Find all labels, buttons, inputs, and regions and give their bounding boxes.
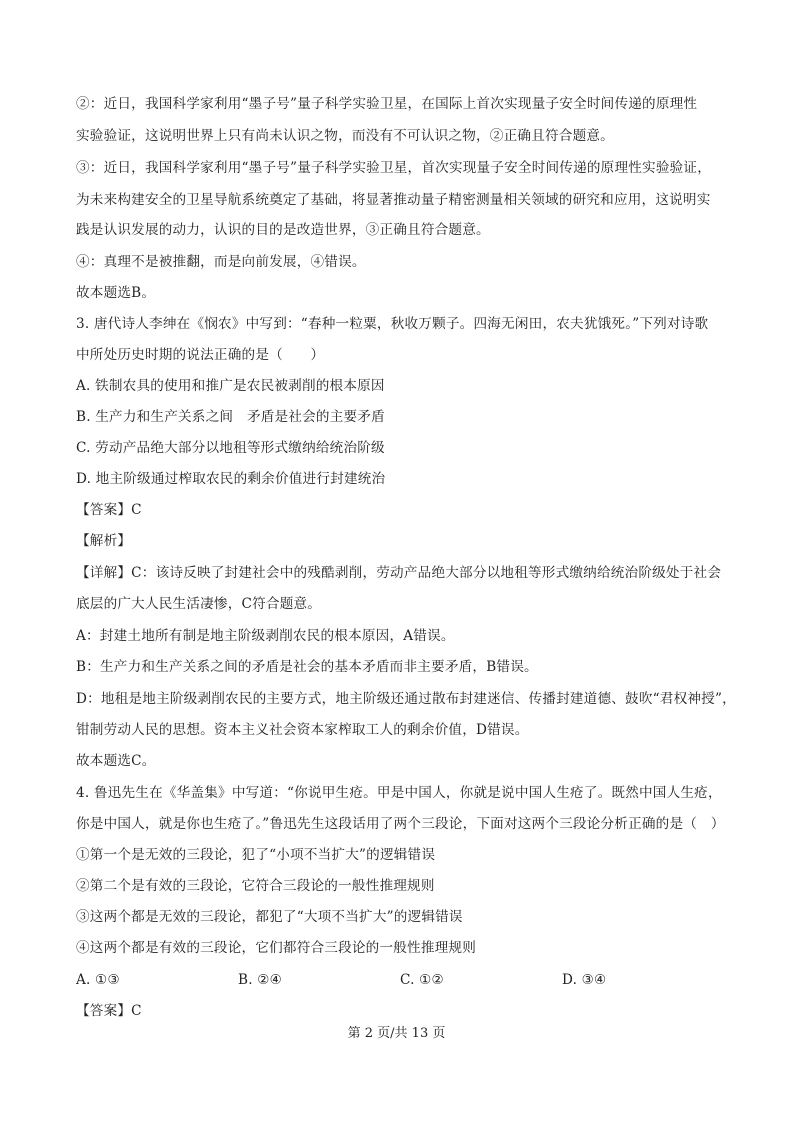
question-4-answer: 【答案】C xyxy=(76,1003,142,1019)
question-4-statement: ③这两个都是无效的三段论，都犯了“大项不当扩大”的逻辑错误 xyxy=(76,909,463,925)
question-3-stem: 3. 唐代诗人李绅在《悯农》中写到：“春种一粒粟，秋收万颗子。四海无闲田，农夫犹饿死。”下列对诗歌 xyxy=(76,316,709,332)
question-3-detail: B：生产力和生产关系之间的矛盾是社会的基本矛盾而非主要矛盾，B错误。 xyxy=(76,659,538,675)
analysis-line: 为未来构建安全的卫星导航系统奠定了基础，将显著推动量子精密测量相关领域的研究和应用，这说明实 xyxy=(76,192,711,208)
question-3-detail: 【详解】C：该诗反映了封建社会中的残酷剥削，劳动产品绝大部分以地租等形式缴纳给统治阶级处于社会 xyxy=(76,565,722,581)
analysis-line: ③：近日，我国科学家利用“墨子号”量子科学实验卫星，首次实现量子安全时间传递的原理性实验验证， xyxy=(76,160,712,176)
question-3-answer: 【答案】C xyxy=(76,502,142,518)
question-4-option-b: B. ②④ xyxy=(238,972,283,988)
analysis-line: 践是认识发展的动力，认识的目的是改造世界，③正确且符合题意。 xyxy=(76,222,490,238)
question-3-option-d: D. 地主阶级通过榨取农民的剩余价值进行封建统治 xyxy=(76,471,386,487)
question-3-option-a: A. 铁制农具的使用和推广是农民被剥削的根本原因 xyxy=(76,378,385,394)
question-3-stem: 中所处历史时期的说法正确的是（ ） xyxy=(76,347,325,363)
question-3-option-b: B. 生产力和生产关系之间 矛盾是社会的主要矛盾 xyxy=(76,409,385,425)
analysis-line: ②：近日，我国科学家利用“墨子号”量子科学实验卫星，在国际上首次实现量子安全时间传递的原理性 xyxy=(76,96,698,112)
question-4-statement: ④这两个都是有效的三段论，它们都符合三段论的一般性推理规则 xyxy=(76,940,477,956)
analysis-line: ④：真理不是被推翻，而是向前发展，④错误。 xyxy=(76,254,366,270)
question-4-statement: ②第二个是有效的三段论，它符合三段论的一般性推理规则 xyxy=(76,878,435,894)
analysis-line: 实验验证，这说明世界上只有尚未认识之物，而没有不可认识之物，②正确且符合题意。 xyxy=(76,128,614,144)
question-4-stem: 你是中国人，就是你也生疮了。”鲁迅先生这段话用了两个三段论，下面对这两个三段论分析正确的是（ ） xyxy=(76,816,725,832)
question-3-conclusion: 故本题选C。 xyxy=(76,753,156,769)
question-4-statement: ①第一个是无效的三段论，犯了“小项不当扩大”的逻辑错误 xyxy=(76,847,436,863)
question-3-detail: 底层的广大人民生活凄惨，C符合题意。 xyxy=(76,596,322,612)
question-4-option-c: C. ①② xyxy=(400,972,444,988)
conclusion-line: 故本题选B。 xyxy=(76,285,156,301)
question-4-options xyxy=(76,970,736,990)
question-3-detail: A：封建土地所有制是地主阶级剥削农民的根本原因，A错误。 xyxy=(76,628,455,644)
question-3-detail: 钳制劳动人民的思想。资本主义社会资本家榨取工人的剩余价值，D错误。 xyxy=(76,722,529,738)
question-4-option-d: D. ③④ xyxy=(562,972,607,988)
question-4-stem: 4. 鲁迅先生在《华盖集》中写道：“你说甲生疮。甲是中国人，你就是说中国人生疮了。既然中国人生疮， xyxy=(76,785,722,801)
question-3-detail: D：地租是地主阶级剥削农民的主要方式，地主阶级还通过散布封建迷信、传播封建道德、鼓吹“君权神授”， xyxy=(76,691,736,707)
question-3-analysis-label: 【解析】 xyxy=(76,533,132,549)
question-3-option-c: C. 劳动产品绝大部分以地租等形式缴纳给统治阶级 xyxy=(76,440,385,456)
question-4-option-a: A. ①③ xyxy=(76,972,120,988)
page-number-footer: 第 2 页/共 13 页 xyxy=(347,1026,446,1041)
